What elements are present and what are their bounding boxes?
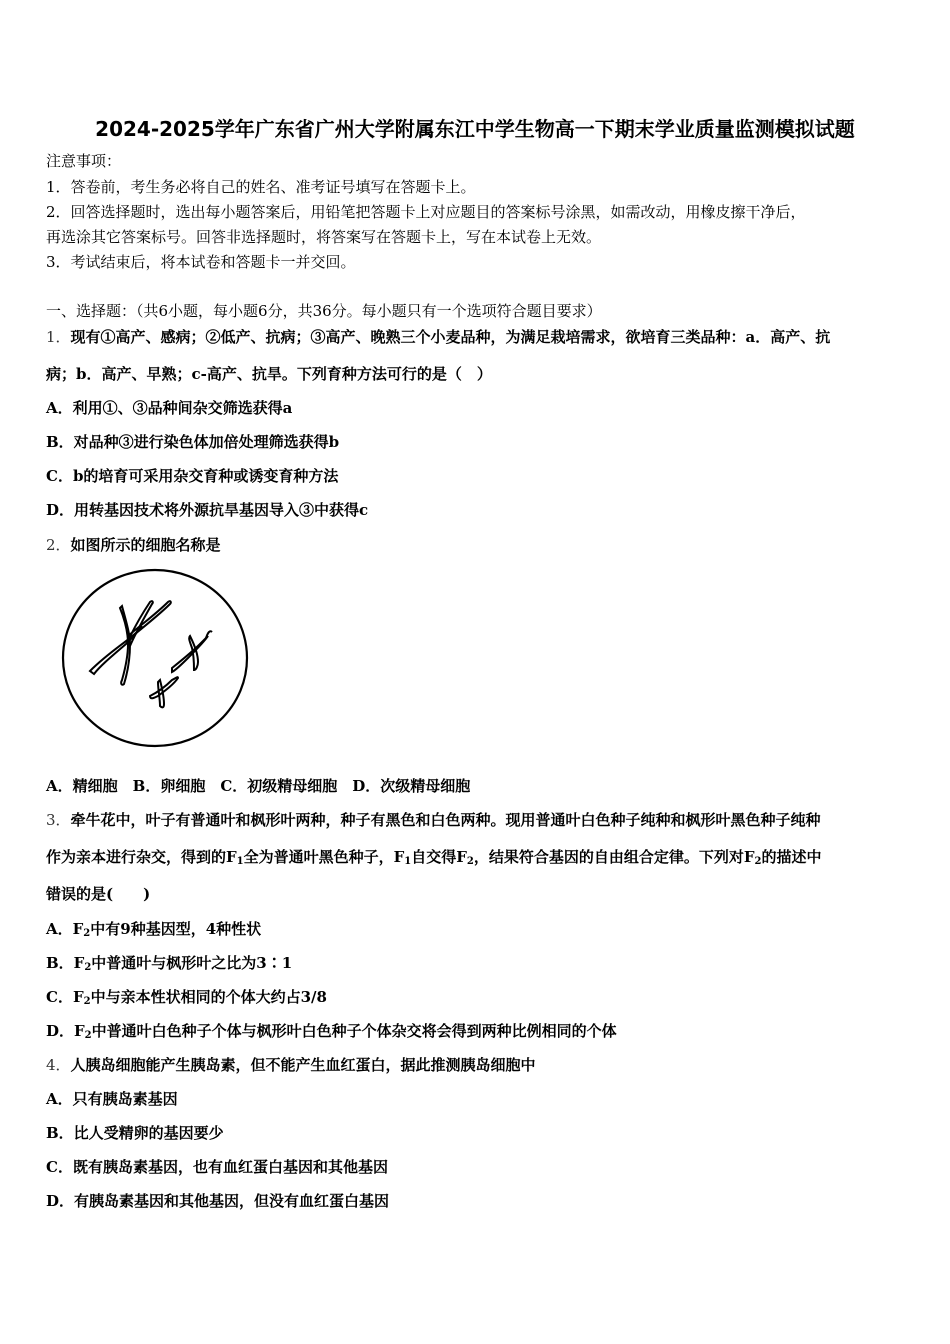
notice-item-2: 2．回答选择题时，选出每小题答案后，用铅笔把答题卡上对应题目的答案标号涂黑，如需改动，用橡皮擦干净后， — [46, 203, 806, 221]
notice-item-1: 1．答卷前，考生务必将自己的姓名、准考证号填写在答题卡上。 — [46, 178, 476, 196]
option-text: 中普通叶与枫形叶之比为3∶1 — [91, 954, 293, 972]
q4-option-c: C．既有胰岛素基因，也有血红蛋白基因和其他基因 — [46, 1158, 388, 1176]
option-label: C．F — [46, 988, 84, 1006]
q3-option-d — [46, 1022, 617, 1040]
notice-header: 注意事项： — [46, 152, 122, 170]
text-segment: 全为普通叶黑色种子，F — [243, 848, 405, 866]
text-segment: 作为亲本进行杂交，得到的F — [46, 848, 237, 866]
subscript: 1 — [404, 856, 412, 867]
question-text: 现有①高产、感病；②低产、抗病；③高产、晚熟三个小麦品种，为满足栽培需求，欲培育三类品种：a．高产、抗 — [70, 328, 831, 346]
text-segment: 的描述中 — [761, 848, 822, 866]
q3-option-c — [46, 988, 327, 1006]
question-2 — [46, 536, 221, 554]
subscript: 2 — [84, 962, 92, 973]
text-segment: ，结果符合基因的自由组合定律。下列对F — [473, 848, 755, 866]
subscript: 2 — [84, 1030, 92, 1041]
q3-option-a — [46, 920, 261, 938]
question-number: 1． — [46, 328, 71, 346]
cell-diagram — [60, 566, 252, 751]
question-text: 牵牛花中，叶子有普通叶和枫形叶两种，种子有黑色和白色两种。现用普通叶白色种子纯种和枫形叶黑色种子纯种 — [70, 811, 821, 829]
notice-item-3: 3．考试结束后，将本试卷和答题卡一并交回。 — [46, 253, 356, 271]
subscript: 1 — [236, 856, 244, 867]
q1-option-b: B．对品种③进行染色体加倍处理筛选获得b — [46, 433, 340, 451]
question-number: 3． — [46, 811, 71, 829]
question-4 — [46, 1056, 536, 1074]
small-chromosome — [150, 677, 178, 707]
option-text: 中有9种基因型，4种性状 — [90, 920, 262, 938]
medium-chromosome — [172, 631, 212, 672]
page-title: 2024-2025学年广东省广州大学附属东江中学生物高一下期末学业质量监测模拟试题 — [95, 117, 855, 141]
q4-option-b: B．比人受精卵的基因要少 — [46, 1124, 224, 1142]
question-3-cont — [46, 848, 822, 866]
subscript: 2 — [466, 856, 474, 867]
large-chromosome — [90, 601, 171, 685]
q3-option-b — [46, 954, 292, 972]
option-label: B．F — [46, 954, 85, 972]
question-text: 人胰岛细胞能产生胰岛素，但不能产生血红蛋白，据此推测胰岛细胞中 — [70, 1056, 536, 1074]
subscript: 2 — [83, 928, 91, 939]
question-text: 如图所示的细胞名称是 — [70, 536, 221, 554]
notice-item-2-cont: 再选涂其它答案标号。回答非选择题时，将答案写在答题卡上，写在本试卷上无效。 — [46, 228, 602, 246]
q1-option-a: A．利用①、③品种间杂交筛选获得a — [46, 399, 293, 417]
option-label: D．F — [46, 1022, 85, 1040]
q2-options: A．精细胞 B．卵细胞 C．初级精母细胞 D．次级精母细胞 — [46, 777, 471, 795]
text-segment: 自交得F — [411, 848, 467, 866]
section-header: 一、选择题：（共6小题，每小题6分，共36分。每小题只有一个选项符合题目要求） — [46, 302, 602, 320]
option-text: 中普通叶白色种子个体与枫形叶白色种子个体杂交将会得到两种比例相同的个体 — [91, 1022, 617, 1040]
question-3-cont-2: 错误的是( ) — [46, 885, 151, 903]
question-number: 4． — [46, 1056, 71, 1074]
q1-option-d: D．用转基因技术将外源抗旱基因导入③中获得c — [46, 501, 369, 519]
question-number: 2． — [46, 536, 71, 554]
q4-option-d: D．有胰岛素基因和其他基因，但没有血红蛋白基因 — [46, 1192, 390, 1210]
option-label: A．F — [46, 920, 84, 938]
cell-membrane — [63, 570, 247, 746]
question-1-cont: 病；b．高产、早熟；c-高产、抗旱。下列育种方法可行的是（ ） — [46, 365, 492, 383]
q1-option-c: C．b的培育可采用杂交育种或诱变育种方法 — [46, 467, 339, 485]
subscript: 2 — [754, 856, 762, 867]
question-3 — [46, 811, 821, 829]
q4-option-a: A．只有胰岛素基因 — [46, 1090, 178, 1108]
option-text: 中与亲本性状相同的个体大约占3/8 — [90, 988, 327, 1006]
subscript: 2 — [83, 996, 91, 1007]
question-1 — [46, 328, 830, 346]
